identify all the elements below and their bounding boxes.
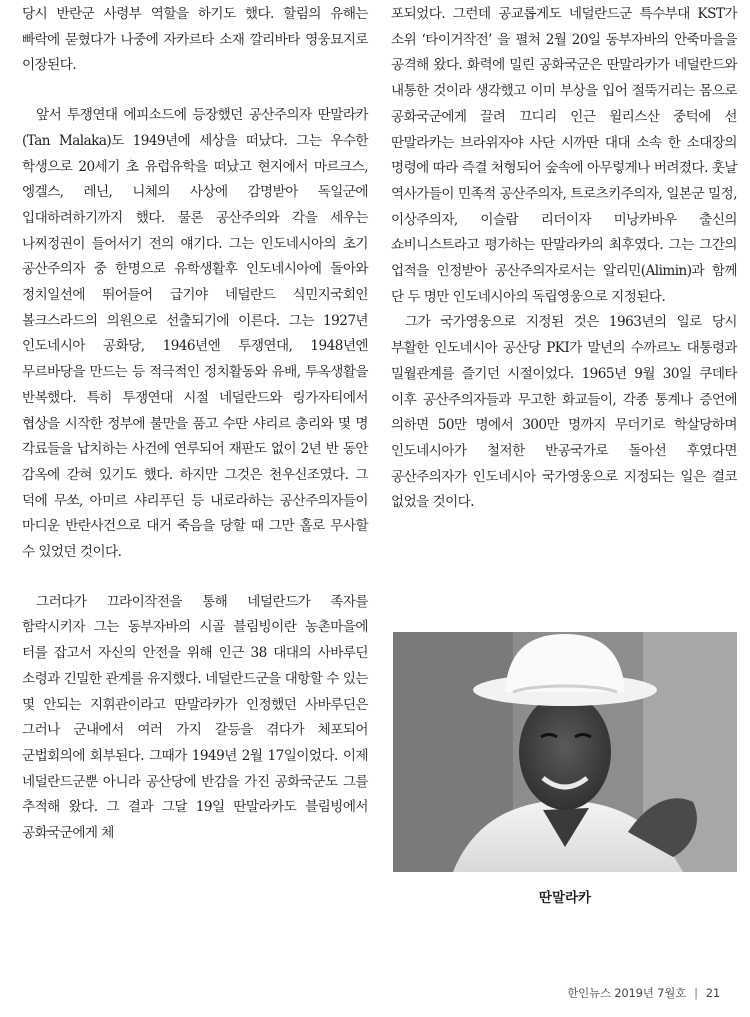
publication-name: 한인뉴스 2019년 7월호 xyxy=(567,986,687,1000)
paragraph: 포되었다. 그런데 공교롭게도 네덜란드군 특수부대 KST가 소위 ‘타이거작전’ 을 펼쳐 2월 20일 동부자바의 안죽마을을 공격해 왔다. 화력에 밀린 공화국군은 딴말라카가 네덜란드와 내통한 것이라 생각했고 이미 부상을 입어 절뚝거리는 몸으로 공화국군에게 끌려 끄디리 인근 윌리스산 중턱에 선 딴말라카는 브라위자야 사단 시까딴 대대 소속 한 소대장의 명령에 따라 즉결 처형되어 숲속에 아무렇게나 버려졌다. 훗날 역사가들이 민족적 공산주의자, 트로츠키주의자, 일본군 밀정, 이상주의자, 이슬람 리더이자 미낭카바우 출신의 쇼비니스트라고 평가하는 딴말라카의 최후였다. 그는 그간의 업적을 인정받아 공산주의자로서는 알리민(Alimin)과 함께 단 두 명만 인도네시아의 독립영웅으로 지정된다. xyxy=(391,6,737,305)
portrait-photo xyxy=(393,632,737,872)
portrait-illustration xyxy=(393,632,737,872)
paragraph: 그러다가 끄라이작전을 통해 네덜란드가 족자를 함락시키자 그는 동부자바의 시골 블림빙이란 농촌마을에 터를 잡고서 자신의 안전을 위해 인근 38 대대의 사바루딘 소령과 긴밀한 관계를 유지했다. 네덜란드군을 대항할 수 있는 몇 안되는 지휘관이라고 딴말라카가 인정했던 사바루딘은 그러나 군내에서 여러 가지 갈등을 겪다가 체포되어 군법회의에 회부된다. 그때가 1949년 2월 17일이었다. 이제 네덜란드군뿐 아니라 공산당에 반감을 가진 공화국군도 그를 추적해 왔다. 그 결과 그달 19일 딴말라카도 블림빙에서 공화국군에게 체 xyxy=(22,593,368,842)
footer-separator: | xyxy=(694,986,698,1000)
paragraph: 그가 국가영웅으로 지정된 것은 1963년의 일로 당시 부활한 인도네시아 공산당 PKI가 말년의 수까르노 대통령과 밀월관계를 즐기던 시절이었다. 1965년 9월 30일 쿠데타 이후 공산주의자들과 무고한 화교들이, 각종 통계나 증언에 의하면 50만 명에서 300만 명까지 무더기로 학살당하며 인도네시아가 철저한 반공국가로 돌아선 후였다면 공산주의자가 인도네시아 국가영웅으로 지정되는 일은 결코 없었을 것이다. xyxy=(391,314,737,511)
right-column xyxy=(391,2,737,516)
page-number: 21 xyxy=(705,986,720,1000)
paragraph: 당시 반란군 사령부 역할을 하기도 했다. 할림의 유해는 빠락에 묻혔다가 나중에 자카르타 소재 깔리바타 영웅묘지로 이장된다. xyxy=(22,6,368,74)
left-column xyxy=(22,2,368,847)
photo-caption: 딴말라카 xyxy=(538,890,592,906)
paragraph: 앞서 투쟁연대 에피소드에 등장했던 공산주의자 딴말라카(Tan Malaka)도 1949년에 세상을 떠났다. 그는 우수한 학생으로 20세기 초 유럽유학을 떠났고 현지에서 마르크스, 엥겔스, 레닌, 니체의 사상에 감명받아 독일군에 입대하려하기까지 했다. 물론 공산주의와 각을 세우는 나찌정권이 들어서기 전의 얘기다. 그는 인도네시아의 초기 공산주의자 중 한명으로 유학생활후 인도네시아에 돌아와 정치일선에 뛰어들어 급기야 네덜란드 식민지국회인 볼크스라드의 의원으로 선출되기에 이른다. 그는 1927년 인도네시아 공화당, 1946년엔 투쟁연대, 1948년엔 무르바당을 만드는 등 적극적인 정치활동와 유배, 투옥생활을 반복했다. 특히 투쟁연대 시절 네덜란드와 링가자티에서 협상을 시작한 정부에 불만을 품고 수딴 샤리르 총리와 몇 명 각료들을 납치하는 사건에 연루되어 재판도 없이 2년 반 동안 감옥에 갇혀 있기도 했다. 하지만 그것은 천우신조였다. 그 덕에 무쏘, 아미르 샤리푸딘 등 내로라하는 공산주의자들이 마디운 반란사건으로 대거 죽음을 당할 때 그만 홀로 무사할 수 있었던 것이다. xyxy=(22,107,368,561)
page-footer xyxy=(567,985,720,1001)
